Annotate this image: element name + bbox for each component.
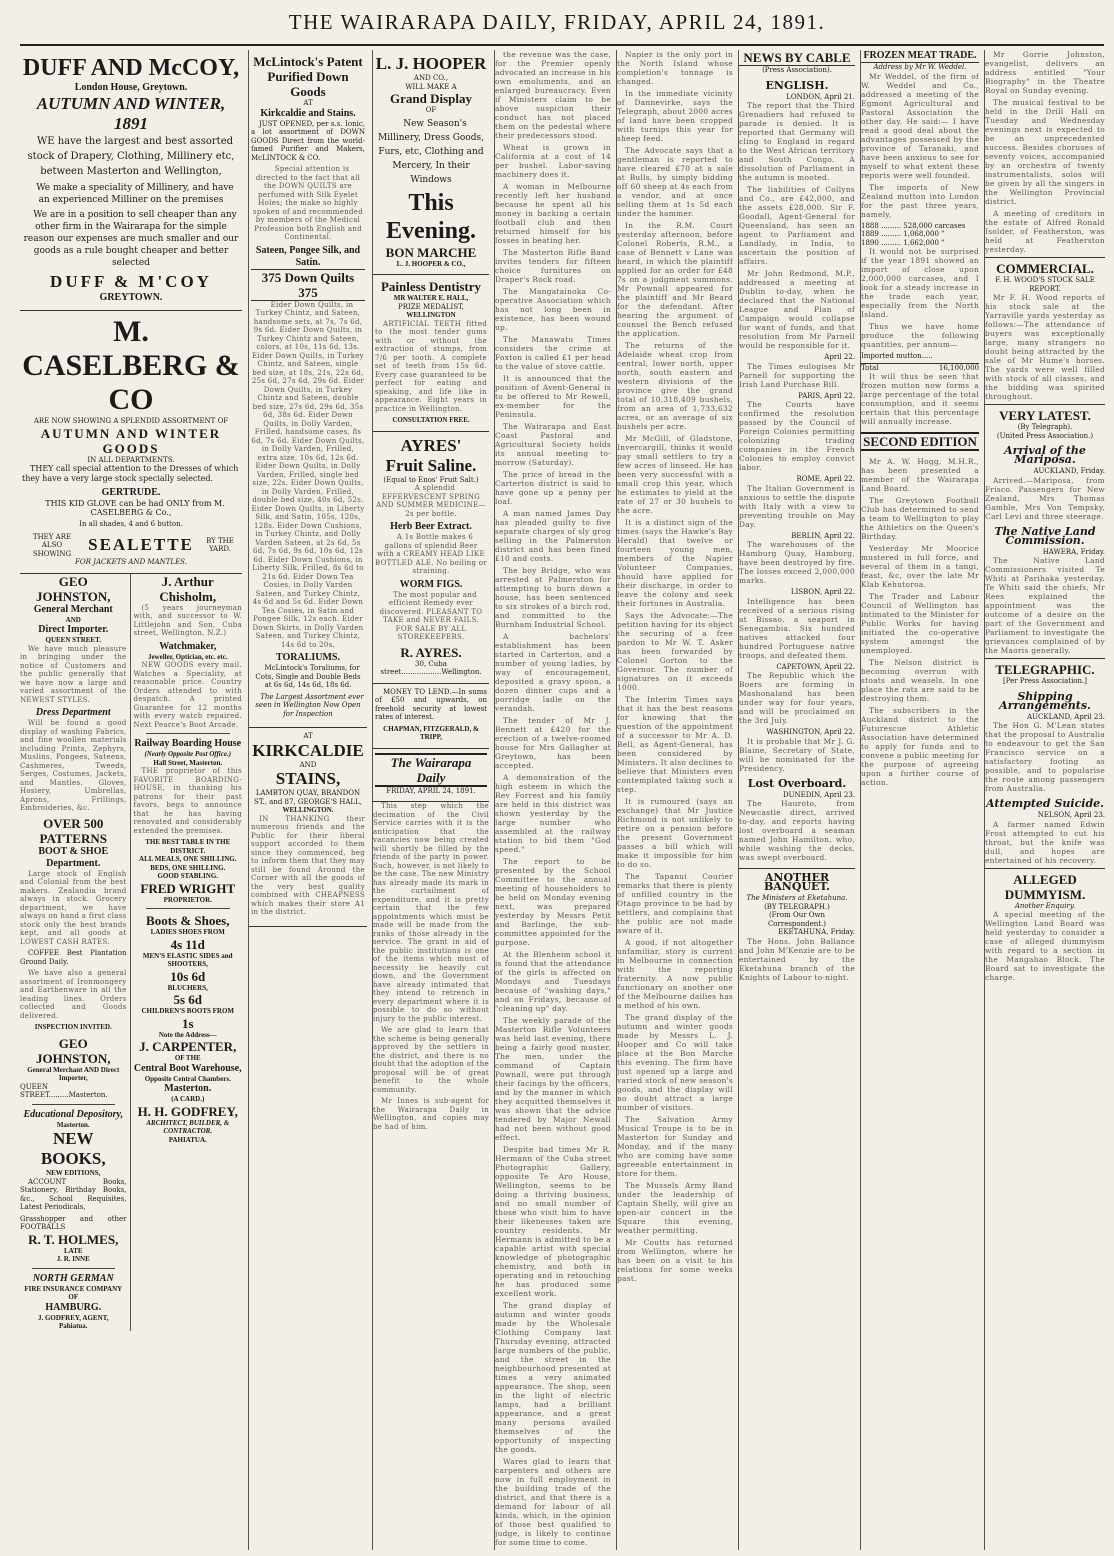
toralium: TORALIUMS. <box>276 652 340 663</box>
commercial: COMMERCIAL. <box>985 257 1105 276</box>
caselberg-season: AUTUMN AND WINTER GOODS <box>40 425 222 456</box>
hooper-signature: L. J. HOOPER & CO., <box>396 259 466 268</box>
column-4: the revenue was the case, for the Premier openly advocated an increase in his own emoluments, and an enlarged bureaucracy. Even if Ministers claim to be above suspicion their conduct has not placed them on the pedestal where their predecessors stood. Wheat is grown in California at a cost of 14 per bushel. Labor-saving machinery does it. A woman in Melbourne recently left her husband because he spent all his money in backing a certain football club and then returned himself for his losses in beating her. The Masterton Rifle Band invites tenders for fifteen choice furnitures on Draper's Rock road. The Mangatainoka Co-operative Association which has not long been in existence, has been wound up. The Manawatu Times considers the crime at Foxton is called £1 per head to the value of stove cattle. It is announced that the position of Avent-General is to be offered to Mr Rewell, ex-member for the Peninsula. The Wairarapa and East Coast Pastoral and Agricultural Society holds its annual meeting to-morrow (Saturday). The price of bread in the Carterton district is said to have gone up a penny per loaf. A man named James Day has pleaded guilty to five separate charges of sly grog selling in the Palmerston district and has been fined £10 and costs. The boy Bridge, who was arrested at Palmerston for attempting to burn down a house, has been sentenced to six strokes of a birch rod, and committed to the Burnham Industrial School. A bachelors' establishment has been started in Carterton, and a number of young ladies, by way of encouragement, deposited a gravy spoon, a dozen dinner cups and a porridge ladle on the verandah. The tender of Mr J. Bennett at £420 for the erection of a twelve-roomed house for Mrs Gallagher at Greytown, has been accepted. A demonstration of the high esteem in which the Rev Forrest and his family are held in this district was shown yesterday by the large number who assembled at the railway station to bid them "God speed." The report to be presented by the School Committee to the annual meeting of householders to be held on Monday evening next, was prepared yesterday by Messrs Petit and Barlinge, the sub-committee appointed for the purpose. At the Blenheim school it is found that the attendance of the girls is affected on Mondays and Tuesdays because of "washing days," and on Fridays, because of "cleaning up" day. The weekly parade of the Masterton Rifle Volunteers was held last evening, there being a fairly good muster. The men, under the command of Captain Pownall, were put through their facings by the officers, and by the manner in which they acquitted themselves it was shown that the advice tendered by Major Newall had not been without good effect. Despite bad times Mr R. Hermann of the Cuba street Photographic Gallery, opposite Te Aro House, Wellington, seems to be doing a thriving business, and no small number of those who visit him to have their likenesses taken are country residents. Mr Hermann is admitted to be a capable artist with special knowledge of photographic chemistry, and both in operating and in retouching he has produced some excellent work. The grand display of autumn and winter goods made by the Wholesale Clothing Company last Thursday evening, attracted large numbers of the public, and the street in the neighbourhood presented at times a very animated appearance. The shop, seen in the light of electric lamps, had a brilliant appearance, and a great many persons availed themselves of the opportunity of inspecting the goods. Wares glad to learn that carpenters and others are now in full employment in the building trade of the district, and that there is a demand for labour of all kinds, which, in the opinion of those best qualified to judge, is likely to continue for some time to come. <box>494 50 611 1550</box>
mariposa: Arrival of the Mariposa. <box>1004 444 1086 466</box>
united-press: (United Press Association.) <box>996 431 1094 440</box>
railway-town: Hall Street, Masterton. <box>153 758 223 767</box>
price-4: 1s <box>181 1015 194 1031</box>
mclintock-at: AT <box>303 99 313 107</box>
imported-row <box>861 352 979 361</box>
column-3: L. J. HOOPER AND CO., WILL MAKE A Grand Display OF New Season's Millinery, Dress Goods, Furs, etc, Clothing and Mercery, In their Windows This Evening. BON MARCHE L. J. HOOPER & CO., Painless Dentistry MR WALTER E. HALL, PRIZE MEDALIST, WELLINGTON ARTIFICIAL TEETH fitted to the most tender gums with or without the extraction of stumps, from 7/6 per tooth. A complete set of teeth from 15s 6d. Every case guaranteed to be perfect for eating and speaking, and life like in appearance. Eight years in practice in Wellington. CONSULTATION FREE. AYRES' Fruit Saline. (Equal to Enos' Fruit Salt.) A splendid EFFERVESCENT SPRING AND SUMMER MEDICINE—2s per bottle. Herb Beer Extract. A 1s Bottle makes 6 gallons of splendid Beer with a CREAMY HEAD LIKE BOTTLED ALE. No boiling or straining. WORM FIGS. The most popular and efficient Remedy ever discovered. PLEASANT TO TAKE and NEVER FAILS. FOR SALE BY ALL STOREKEEPERS. R. AYRES. 30, Cuba street..................Wellington. MONEY TO LEND.—In sums of £50 and upwards, on freehold security at lowest rates of interest. CHAPMAN, FITZGERALD, & TRIPP, The Wairarapa Daily FRIDAY, APRIL 24, 1891. This step which the decimation of the Civil Service carries with it is the anticipation that the vacancies now being created will shortly be filled by the friends of the party in power. Such, however, is not likely to be the case. The new Ministry has already made its mark in the curtailment of expenditure, and it is pretty certain that the few appointments which must be made will be made from the ranks of those already in the service. The grant in aid of the public institutions is one of the items which must of necessity be heavily cut down, and the Government have already intimated that they intend to retrench in every department where it is possible to do so without injury to the public interest. We are glad to learn that the scheme is being generally approved by the settlers in the district, and there is no doubt that the adoption of the proposal will be of great benefit to the whole community. Mr Innes is sub-agent for the Wairarapa Daily in Wellington, and copies may be had of him. <box>372 50 489 1550</box>
godfrey: H. H. GODFREY, <box>137 1103 238 1119</box>
chisholm-column: J. Arthur Chisholm, (5 years journeyman with, and successor to W. Littlejohn and Son, Cuba street, Wellington, N.Z.) Watchmaker, Jeweller, Optician, etc. etc. NEW GOODS every mail. Watches a Speciality, at reasonable price. Country Orders attended to with despatch. A printed Guarantee for 12 months with every watch repaired. Next Pearce's Boot Arcade. Railway Boarding House (Nearly Opposite Post Office.) Hall Street, Masterton. THE proprietor of this FAVORITE BOARDING-HOUSE, in thanking his patrons for their past favors, begs to announce that he has having renovated and considerably extended the premises. THE BEST TABLE IN THE DISTRICT. ALL MEALS, ONE SHILLING. BEDS, ONE SHILLING. GOOD STABLING. FRED WRIGHT PROPRIETOR. Boots & Shoes, LADIES SHOES FROM 4s 11d MEN'S ELASTIC SIDES and SHOOTERS, 10s 6d BLUCHERS, 5s 6d CHILDREN'S BOOTS FROM 1s Note the Address— J. CARPENTER, OF THE Central Boot Warehouse, Opposite Central Chambers. Masterton. (A CARD.) H. H. GODFREY, ARCHITECT, BUILDER, & CONTRACTOR. PAHIATUA. <box>133 573 242 1144</box>
coffee: COFFEE Best Plantation Ground Daily. <box>20 949 127 966</box>
edu-body: ACCOUNT Books, Stationery, Birthday Books, &c., School Requisites, Latest Periodicals, <box>20 1177 127 1211</box>
lisbon-date: LISBON, April 22. <box>790 588 855 596</box>
table-row-2: 1889 ......... 1,068,000 " <box>861 230 945 238</box>
r-ayres: R. AYRES. <box>400 644 462 660</box>
attempted-suicide: Attempted Suicide. <box>986 797 1104 810</box>
sealette-note: FOR JACKETS AND MANTLES. <box>75 558 187 566</box>
caselberg-body: THEY call special attention to the Dresses of which they have a very large stock specially selected. <box>22 464 239 483</box>
paper-title: The Wairarapa Daily <box>375 753 487 787</box>
geo-sub-2: AND <box>65 615 81 624</box>
duff-body-3: We are in a position to sell cheaper than any other firm in the Wairarapa for the simple reason our expenses are much smaller and our goods as a rule bought cheaper and better selected <box>23 210 239 268</box>
kirk-at: AT <box>303 732 313 740</box>
caselberg-title: M. CASELBERG & CO <box>22 315 240 416</box>
north-german-city: HAMBURG. <box>45 1301 102 1313</box>
native-land: The Native Land Commission. <box>994 524 1096 547</box>
rome-date: ROME, April 22. <box>796 475 855 483</box>
godfrey-town: PAHIATUA. <box>168 1135 207 1144</box>
north-german-sub: FIRE INSURANCE COMPANY <box>24 1284 123 1293</box>
money-body: MONEY TO LEND.—In sums of £50 and upwards, on freehold security at lowest rates of interest. <box>375 687 487 721</box>
price-1: 4s 11d <box>170 936 205 952</box>
column-1-lower <box>20 574 242 1331</box>
of: OF <box>425 106 437 114</box>
masthead: THE WAIRARAPA DAILY, FRIDAY, APRIL 24, 1891. <box>288 10 826 34</box>
geo-sub-1: General Merchant <box>33 603 113 615</box>
imported-label: Imported mutton..... <box>861 352 933 360</box>
column-6: NEWS BY CABLE (Press Association). ENGLISH. LONDON, April 21. The report that the Third Grenadiers had refused to parade is denied. It is reported that Germany will cling to England in regard to the West African territory and South Congo. A dissolution of Parliament in the autumn is mooted. The liabilities of Collyns and Co., are £42,000, and the assets £28,000. Sir F. Goodall, Agent-General for Queensland, has seen an agent to Parliament and Landlady, in India, to ascertain the position of affairs. Mr John Redmond, M.P., addressed a meeting at Dublin to-day, when he declared that the National League and Plan of Campaign would collapse for want of funds, and that resolution from Mr Parnell would be responsible for it. April 22. The Times eulogises Mr Parnell for supporting the Irish Land Purchase Bill. PARIS, April 22. The Courts have confirmed the resolution passed by the Council of Foreign Colonies permitting colonizing trading companies in the French Colonies to employ convict labor. ROME, April 22. The Italian Government is anxious to settle the dispute with Italy with a view to preventing trouble on May Day. BERLIN, April 22. The warehouses of the Hamburg Quay, Hamburg, have been destroyed by fire. The losses exceed 2,000,000 marks. LISBON, April 22. Intelligence has been received of a serious rising at Bissao, a seaport in Senegambia. Six hundred natives attacked four hundred Portuguese native troops, and defeated them. CAPETOWN, April 22. The Republic which the Boers are forming in Mashonaland has been under way for four years, and will be proclaimed on the 3rd July. WASHINGTON, April 22. It is probable that Mr J. G. Blaine, Secretary of State, will be nominated for the Presidency. Lost Overboard. DUNEDIN, April 23. The Hauroto, from Newcastle direct, arrived to-day, and reports having lost overboard a seaman named John Hamilton, who, while washing the decks, was swept overboard. ANOTHER BANQUET. The Ministers at Eketahuna. (BY TELEGRAPH.) (From Our Own Correspondent.) EKETAHUNA, Friday. The Hons. John Ballance and John M'Kenzie are to be entertained by the Eketahuna branch of the Knights of Labour to-night. <box>738 50 855 1550</box>
mens-boots: MEN'S ELASTIC SIDES and SHOOTERS, <box>142 951 233 968</box>
north-german-agent: J. GODFREY, AGENT, <box>37 1313 109 1322</box>
sealette-lead: THEY ARE ALSO SHOWING <box>32 532 72 558</box>
childrens: CHILDREN'S BOOTS FROM <box>141 1007 235 1015</box>
sealette: SEALETTE <box>88 535 194 555</box>
press-assoc-8: [Per Press Association.] <box>1003 677 1087 685</box>
geo2-sub: General Merchant AND Direct Importer, <box>27 1065 120 1082</box>
worm-figs: WORM FIGS. <box>399 578 463 590</box>
eketahuna-date: EKETAHUNA, Friday. <box>778 928 855 936</box>
caselberg-ad <box>20 311 242 574</box>
column-8: Mr Gorrie Johnston, evangelist, delivers an address entitled "Your Biography" in the Theatre Royal on Sunday evening. The musical festival to be held in the Drill Hall on Tuesday and Wednesday evenings next is expected to be an unprecedented success. Besides choruses of seventy voices, accompanied by an orchestra of twenty instrumentalists, solos will be given by all the singers in the Wellington Provincial district. A meeting of creditors in the estate of Alfred Ronald Isolder, of Featherston, was held at Featherston yesterday. COMMERCIAL. F. H. WOOD'S STOCK SALE REPORT. Mr F. H. Wood reports of his stock sale at the Yarraville yards yesterday as follows:—The attendance of buyers was exceptionally large, many strangers no doubt being attracted by the sale of Mr Hume's horses. The yards were well filled with stock of all classes, and the bidding was spirited throughout. VERY LATEST. (By Telegraph). (United Press Association.) Arrival of the Mariposa. AUCKLAND, Friday. Arrived.—Mariposa, from Frisco. Passengers for New Zealand, Mrs Thomas Gamble, Mrs Von Tempsky, Carl Levi and three steerage. The Native Land Commission. HAWERA, Friday. The Native Land Commissioners visited Te Whiti at Parihaka yesterday. Te Whiti said the chiefs, Mr Rees explained the appointment was the outcome of a desire on the part of the Government and Parliament to investigate the grievances complained of by the Maoris generally. TELEGRAPHIC. [Per Press Association.] Shipping Arrangements. AUCKLAND, April 23. The Hon G. M'Lean states that the proposal to Australia to endeavour to get the San Francisco service on a satisfactory footing as possible, and to popularise the route among passengers from Australia. Attempted Suicide. NELSON, April 23. A farmer named Edwin Frost attempted to cut his throat, but the knife was dull, and hopes are entertained of his recovery. ALLEGED DUMMYISM. Another Enquiry. A special meeting of the Wellington Land Board was held yesterday to consider a case of alleged dummyism with regard to a section in the Mangahao Block. The Board sat to investigate the charge. <box>984 50 1105 1550</box>
table-row-1: 1888 ......... 528,000 carcases <box>861 221 966 230</box>
edu-title: Educational Depository, <box>23 1108 124 1120</box>
duff-subtitle: London House, Greytown. <box>74 82 188 93</box>
mclintock-body: JUST OPENED, per s.s. Ionic, a lot assortment of DOWN GOODS Direct from the world-famed Purifier and Makers, McLINTOCK & CO. <box>251 119 365 162</box>
column-5: Napier is the only port in the North Island whose completion's tonnage is changed. In the immediate vicinity of Dannevirke, says the Telegraph, about 2000 acres of land have been cropped with turnips this year for sheep feed. The Advocate says that a gentleman is reported to have cleared £70 at a sale at Bulls, by simply bidding off 60 sheep at 4s each from a vendor, and at once selling them at 1s 5d each under the hammer. In the R.M. Court yesterday afternoon, before Colonel Roberts, R.M., a case of Bennett v Lane was heard, in which the plaintiff applied for an order for £48 7s on a judgment summons. Mr Pownall appeared for the plaintiff and Mr Beard for the defendant. After hearing the argument of counsel the Bench refused the application. The returns of the Adelaide wheat crop from central, lower north, upper north, south eastern and western divisions of the province give the grand total of 10,318,409 bushels, from an area of 1,733,632 acres, or an average of six bushels per acre. Mr McGill, of Gladstone, Invercargill, thinks it would pay small settlers to try a few acres of linseed. He has been very successful with a small crop this year, which he estimates to yield at the rate of 27 or 30 bushels to the acre. It is a distinct sign of the times (says the Hawke's Bay Herald) that twelve or fourteen young men, members of the Napier Volunteer Companies, should have applied for their discharge, in order to leave the colony and seek their fortunes in Australia. Says the Advocate:—The petition having for its object the securing of a free pardon to Mr W. T. Asker has been forwarded by Colonel Gorton to the Governor. The number of signatures on it exceeds 1000. The Interim Times says that it has the best reasons for knowing that the question of the appointment of a successor to Mr A. D. Bell, as Agent-General, has been considered by Ministers. It also declines to believe that Ministers even contemplated taking such a step. It is rumoured (says an exchange) that Mr Justice Richmond is not unlikely to retire on a pension before the present Government passes a bill which will make it impossible for him to do so. The Tapanui Courier remarks that there is plenty of unfilled country in the Otago province to be had by settlers, and complains that the public are not made aware of it. A good, if not altogether unfamiliar, story is current in Melbourne in connection with the reporting fraternity. A now public functionary on another one of the Melbourne dailies has a method of his own. The grand display of the autumn and winter goods made by Messrs L. J. Hooper and Co will take place at the Bon Marche this evening. The firm have just opened up a large and varied stock of new season's goods, and the display will no doubt attract a large number of visitors. The Salvation Army Musical Troupe is to be in Masterton for Sunday and Monday, and if the many who are coming have some agreeable entertainment in store for them. The Mussels Army Band under the leadership of Captain Shelly, will give an open-air concert in the Square this evening, weather permitting. Mr Coutts has returned from Wellington, where he has been on a visit to his relations for some weeks past. <box>616 50 733 1550</box>
duff-signature: DUFF & M'COY <box>50 272 212 291</box>
auckland-date: AUCKLAND, Friday. <box>1033 467 1105 475</box>
new-books: NEW BOOKS, <box>40 1129 106 1168</box>
duff-title: DUFF AND McCOY, <box>22 55 240 81</box>
chisholm-sub-2: Jeweller, Optician, etc. etc. <box>147 652 228 661</box>
nelson-date: NELSON, April 23. <box>1037 811 1105 819</box>
another-banquet: ANOTHER BANQUET. <box>739 868 855 891</box>
mclintock-ad: McLintock's Patent Purified Down Goods AT Kirkcaldie and Stains. JUST OPENED, per s.s. Ionic, a lot assortment of DOWN GOODS Direct from the world-famed Purifier and Makers, McLINTOCK & CO. Special attention is directed to the fact that all the DOWN QUILTS are perfumed with Silk Eyelet Holes; the make so highly spoken of and recommended by members of the Medical Profession both English and Continental. Sateen, Pongee Silk, and Satin. 375 Down Quilts 375 Eider Down Quilts, in Turkey Chintz, and Sateen, handsome sets, at 7s, 7s 6d, 9s 6d. Eider Down Quilts, in Turkey Chintz and Sateen, colors, at 10s, 11s 6d, 13s. Eider Down Quilts, in Turkey Chintz, and Sateen, single bed size, at 18s, 21s, 22s 6d, 25s 6d, 27s 6d, 29s 6d. Eider Down Quilts, in Turkey Chintz and Sateen, double bed size, 27s 6d, 29s 6d, 35s 6d, 38s 6d. Eider Down Quilts, in Dolly Varden, Frilled, handsome cases, 8s 6d, 7s 6d. Eider Down Quilts, in Dolly Varden, Frilled, extra size, 10s 6d, 12s 6d. Eider Down Quilts, in Dolly Varden, Frilled, single bed size, 22s. Eider Down Quilts, in Dolly Varden, Frilled, double bed size, 40s 6d, 52s. Eider Down Quilts, in Liberty Silk, and Satin, 105s, 120s, 128s. Eider Down Cushions, in Turkey Chintz, and Dolly Varden Sateen, at 2s 6d, 5s 6d, 7s 6d, 9s 6d, 10s 6d, 12s 6d. Eider Down Cushions, in Liberty Silk, Frilled, 8s 6d to 21s 6d. Eider Down Tea Cosies, in Dolly Varden Sateen, and Turkey Chintz, 4s 6d and 5s 6d. Eider Down Tea Cosies, in Satin and Pongee Silk, 12s each. Eider Down Skirts, in Dolly Varden Sateen, and Turkey Chintz, 14s 6d to 20s. TORALIUMS. McLintock's Toraliums, for Cots, Single and Double Beds at 6s 6d, 14s 6d, 18s 6d. The Largest Assortment ever seen in Wellington Now Open for Inspection <box>249 50 367 728</box>
grand-display: Grand Display <box>390 91 472 106</box>
alleged-dummyism: ALLEGED DUMMYISM. <box>985 868 1105 902</box>
boots-shoes: Boots & Shoes, <box>146 913 230 928</box>
money-ad <box>373 684 489 749</box>
second-edition: SECOND EDITION <box>861 432 979 451</box>
sateen: Sateen, Pongee Silk, and Satin. <box>255 244 361 268</box>
proprietor: PROPRIETOR. <box>163 895 212 904</box>
price-2: 10s 6d <box>170 968 206 984</box>
kirk-city: WELLINGTON. <box>282 806 334 814</box>
herb-beer: Herb Beer Extract. <box>390 521 472 532</box>
bluchers: BLUCHERS, <box>167 983 208 992</box>
will-make: WILL MAKE A <box>405 82 457 91</box>
godfrey-sub: ARCHITECT, BUILDER, & CONTRACTOR. <box>146 1118 230 1135</box>
card: (A CARD.) <box>171 1095 205 1103</box>
by-telegraph: (BY TELEGRAPH.) <box>764 902 830 911</box>
geo-title: GEO JOHNSTON, <box>35 573 111 604</box>
kirk-stains: STAINS, <box>275 769 341 788</box>
geo2-title: GEO JOHNSTON, <box>35 1035 111 1066</box>
table-total: 16,100,000 <box>938 363 979 372</box>
boot-department: Department. <box>46 857 101 869</box>
very-latest: VERY LATEST. <box>985 404 1105 423</box>
north-german-town: Pahiatua. <box>58 1322 88 1330</box>
holmes-late: LATE <box>63 1246 83 1255</box>
chapman: CHAPMAN, FITZGERALD, & TRIPP, <box>383 724 479 741</box>
geo2-street: QUEEN STREET.........Masterton. <box>20 1082 108 1099</box>
duff-body: WE have the largest and best assorted stock of Drapery, Clothing, Millinery etc, between Masterton and Wellington, <box>27 136 235 177</box>
carpenter: J. CARPENTER, <box>139 1039 237 1054</box>
caselberg-dept: IN ALL DEPARTMENTS. <box>87 455 175 464</box>
column-7: FROZEN MEAT TRADE. Address by Mr W. Weddel. Mr Weddel, of the firm of W. Weddel and Co., addressed a meeting of the Egmont Agricultural and Pastoral Association the other day. He said:— I have read a good deal about the advantages possessed by the province of Taranaki, and have been anxious to see for myself to what extent these reports were well founded. The imports of New Zealand mutton into London for the past three years, namely, 1888 ......... 528,000 carcases 1889 ......... 1,068,000 " 1890 ......... 1,662,000 " It would not be surprised if the year 1891 showed an import of close upon 2,000,000 carcases, and I look for a steady increase in the trade each year, especially from the North Island. Thus we have home produce the following quantities, per annum— Imported mutton..... Total 16,100,000 It will thus be seen that frozen mutton now forms a large percentage of the total consumption, and it seems certain that this percentage will annually increase. SECOND EDITION Mr A. W. Hogg, M.H.R., has been presented a member of the Wairarapa Land Board. The Greytown Football Club has determined to send a team to Wellington to play the Athletics on the Queen's Birthday. Yesterday Mr Moorice mustered in full force, and several of them in a tangi, feast, &c, over the late Mr Klab Kehutoroa. The Trader and Labour Council of Wellington has intimated to the Minister for Public Works for having initiated the co-operative system amongst the unemployed. The Nelson district is becoming overrun with stoats and weasels. In one place the rats are said to be destroying them. The subscribers in the Auckland district to the Futurescue Athletic Association have determined to apply for funds and to convene a public meeting for the purpose of agreeing upon a further course of action. <box>860 50 979 1550</box>
price-3: 5s 6d <box>173 992 203 1007</box>
duff-mccoy-ad <box>20 50 242 311</box>
berlin-date: BERLIN, April 22. <box>791 531 855 540</box>
by-telegraph-8: (By Telegraph). <box>1017 423 1073 431</box>
column-1 <box>20 50 242 1550</box>
carpenter-opp: Opposite Central Chambers. <box>144 1074 231 1083</box>
press-association: (Press Association). <box>762 66 832 74</box>
boot-shoe: BOOT & SHOE <box>38 845 109 857</box>
washington-date: WASHINGTON, April 22. <box>766 728 855 736</box>
dress-department: Dress Department <box>35 707 111 718</box>
masterton-2: Masterton. <box>164 1083 212 1094</box>
this-evening: This Evening. <box>385 189 477 244</box>
fruit-saline: Fruit Saline. <box>385 455 477 475</box>
address-by: Address by Mr W. Weddel. <box>873 63 967 71</box>
edu-town: Masterton. <box>56 1120 90 1129</box>
duff-season: AUTUMN AND WINTER, 1891 <box>36 94 226 133</box>
mclintock-title: McLintock's Patent Purified Down Goods <box>253 54 363 99</box>
note-address: Note the Address— <box>158 1030 217 1039</box>
telegraphic: TELEGRAPHIC. <box>985 658 1105 677</box>
grasshopper: Grasshopper and other FOOTBALLS <box>20 1214 127 1231</box>
railway-title: Railway Boarding House <box>134 738 242 749</box>
sealette-row <box>22 533 240 559</box>
holmes-name: J. R. INNE <box>56 1255 90 1263</box>
paper-date: FRIDAY, APRIL 24, 1891. <box>386 786 476 795</box>
chisholm-title: J. Arthur Chisholm, <box>159 573 217 604</box>
dunedin-date: DUNEDIN, April 23. <box>783 790 855 799</box>
hall-city: WELLINGTON <box>406 311 456 319</box>
fred-wright: FRED WRIGHT <box>140 880 236 896</box>
duff-town: GREYTOWN. <box>99 292 163 303</box>
british-date: April 22. <box>824 353 855 361</box>
kid-glove: THIS KID GLOVE can be had ONLY from M. CASELBERG & Co., <box>45 499 225 517</box>
mclintock-where: Kirkcaldie and Stains. <box>260 107 356 119</box>
hall-sub: PRIZE MEDALIST, <box>398 302 464 311</box>
hawera-date: HAWERA, Friday. <box>1042 547 1105 556</box>
ayres-address: 30, Cuba street..................Wellington. <box>380 659 482 676</box>
north-german-of: OF <box>68 1293 79 1301</box>
lost-overboard: Lost Overboard. <box>747 776 847 790</box>
best-table: THE BEST TABLE IN THE DISTRICT. <box>145 838 231 855</box>
sealette-tail: BY THE YARD. <box>206 536 234 554</box>
ayres: AYRES' <box>400 435 462 455</box>
inspection: INSPECTION INVITED. <box>34 1023 112 1031</box>
down-quilts: 375 Down Quilts 375 <box>251 269 365 301</box>
north-german-title: NORTH GERMAN <box>32 1272 114 1284</box>
painless: Painless Dentistry <box>380 279 482 294</box>
shipping: Shipping Arrangements. <box>999 689 1091 712</box>
geo-street: QUEEN STREET. <box>45 636 101 644</box>
bon-marche: BON MARCHE <box>385 244 477 260</box>
ayres-ad: AYRES' Fruit Saline. (Equal to Enos' Fruit Salt.) A splendid EFFERVESCENT SPRING AND SUMMER MEDICINE—2s per bottle. Herb Beer Extract. A 1s Bottle makes 6 gallons of splendid Beer with a CREAMY HEAD LIKE BOTTLED ALE. No boiling or straining. WORM FIGS. The most popular and efficient Remedy ever discovered. PLEASANT TO TAKE and NEVER FAILS. FOR SALE BY ALL STOREKEEPERS. R. AYRES. 30, Cuba street..................Wellington. <box>373 432 489 684</box>
another-enquiry: Another Enquiry. <box>1014 901 1076 910</box>
duff-body-2: We make a speciality of Millinery, and have an experienced Milliner on the premises <box>36 183 234 205</box>
stock-report: F. H. WOOD'S STOCK SALE REPORT. <box>995 276 1095 293</box>
overs: OVER 500 PATTERNS <box>39 815 107 846</box>
gertrude: GERTRUDE. <box>101 487 161 498</box>
paris-date: PARIS, April 22. <box>798 391 855 400</box>
own-correspondent: (From Our Own Correspondent.) <box>767 911 827 928</box>
london-date: LONDON, April 21. <box>786 92 855 101</box>
column-2 <box>248 50 367 1550</box>
largest-stock: The Largest Assortment ever seen in Wellington Now Open for Inspection <box>255 692 364 718</box>
caselberg-subtitle: ARE NOW SHOWING A SPLENDID ASSORTMENT OF <box>33 417 229 425</box>
ministers-eketahuna: The Ministers at Eketahuna. <box>746 894 848 902</box>
good-stabling: GOOD STABLING. <box>157 872 219 880</box>
english-heading: ENGLISH. <box>765 78 829 92</box>
kirk-and: AND <box>299 760 317 769</box>
chisholm-sub: Watchmaker, <box>159 640 217 652</box>
geo-sub-3: Direct Importer. <box>38 624 109 635</box>
carpenter-of: OF THE <box>174 1054 201 1062</box>
hooper-ad <box>373 50 489 275</box>
dentistry-ad: Painless Dentistry MR WALTER E. HALL, PRIZE MEDALIST, WELLINGTON ARTIFICIAL TEETH fitted to the most tender gums with or without the extraction of stumps, from 7/6 per tooth. A complete set of teeth from 15s 6d. Every case guaranteed to be perfect for eating and speaking, and life like in appearance. Eight years in practice in Wellington. CONSULTATION FREE. <box>373 275 489 432</box>
carpenter-store: Central Boot Warehouse, <box>133 1062 242 1074</box>
railway-sub: (Nearly Opposite Post Office.) <box>144 750 232 758</box>
new-editions: NEW EDITIONS, <box>46 1169 101 1177</box>
kirk-address: LAMBTON QUAY, BRANDON ST., and 87, GEORGE'S HALL, <box>254 789 362 806</box>
kirk-title: KIRKCALDIE <box>252 740 364 760</box>
hooper-co: AND CO., <box>413 74 449 82</box>
consultation: CONSULTATION FREE. <box>392 416 470 424</box>
table-row-3: 1890 ......... 1,662,000 " <box>861 238 945 247</box>
hall-name: MR WALTER E. HALL, <box>393 294 469 302</box>
paper-banner <box>373 749 489 803</box>
news-by-cable: NEWS BY CABLE <box>739 50 855 66</box>
capetown-date: CAPETOWN, April 22. <box>776 662 855 671</box>
kirkcaldie-ad: AT KIRKCALDIE AND STAINS, LAMBTON QUAY, BRANDON ST., and 87, GEORGE'S HALL, WELLINGTON. IN THANKING their numerous friends and the Public for their liberal support accorded to them since they commenced, beg to inform them that they may still be found Around the Corner with all the goods of the very best quality combined with CHEAPNESS which makes their store A1 in the district. <box>249 728 367 927</box>
hooper-title: L. J. HOOPER <box>375 54 487 73</box>
toralium-sub: McLintock's Toraliums, for Cots, Single and Double Beds at 6s 6d, 14s 6d, 18s 6d. <box>255 664 361 689</box>
kid-glove-2: In all shades, 4 and 6 button. <box>79 520 183 528</box>
masthead-rule <box>20 44 1104 46</box>
frozen-meat: FROZEN MEAT TRADE. <box>861 50 979 63</box>
geo-johnston-ad: GEO JOHNSTON, General Merchant AND Direct Importer. QUEEN STREET. We have much pleasure in bringing under the notice of Customers and the public generally that we have now a large and varied assortment of the NEWEST STYLES. Dress Department Will be found a good display of washing Fabrics, and fine woollen materials including Prints, Zephyrs, Muslins, Pongees, Sateens, Cashmeres, Tweeds, Serges, Costumes, Jackets, and Mantles. Gloves, Hosiery, Umbrellas, Aprons, Frillings, Embroideries, &c. OVER 500 PATTERNS BOOT & SHOE Department. Large stock of English and Colonial from the best makers. Zealandia brand always in stock. Grocery department, we have always on hand a first class stock only the best brands kept, and all goods at LOWEST CASH RATES. COFFEE Best Plantation Ground Daily. We have also a general assortment of Ironmongery and Earthenware in all the leading lines. Orders collected and Goods delivered. INSPECTION INVITED. GEO JOHNSTON, General Merchant AND Direct Importer, QUEEN STREET.........Masterton. Educational Depository, Masterton. NEW BOOKS, NEW EDITIONS, ACCOUNT Books, Stationery, Birthday Books, &c., School Requisites, Latest Periodicals, Grasshopper and other FOOTBALLS R. T. HOLMES, LATE J. R. INNE NORTH GERMAN FIRE INSURANCE COMPANY OF HAMBURG. J. GODFREY, AGENT, Pahiatua. <box>20 574 131 1331</box>
fruit-sub: (Equal to Enos' Fruit Salt.) <box>383 475 479 484</box>
auckland-date-2: AUCKLAND, April 23. <box>1027 712 1105 721</box>
display-body: New Season's Millinery, Dress Goods, Furs, etc, Clothing and Mercery, In their Windows <box>378 118 484 185</box>
all-meals: ALL MEALS, ONE SHILLING. BEDS, ONE SHILLING. <box>139 855 237 872</box>
holmes: R. T. HOLMES, <box>28 1231 119 1247</box>
total-row: Total 16,100,000 <box>861 363 979 372</box>
ladies-shoes: LADIES SHOES FROM <box>150 928 225 936</box>
